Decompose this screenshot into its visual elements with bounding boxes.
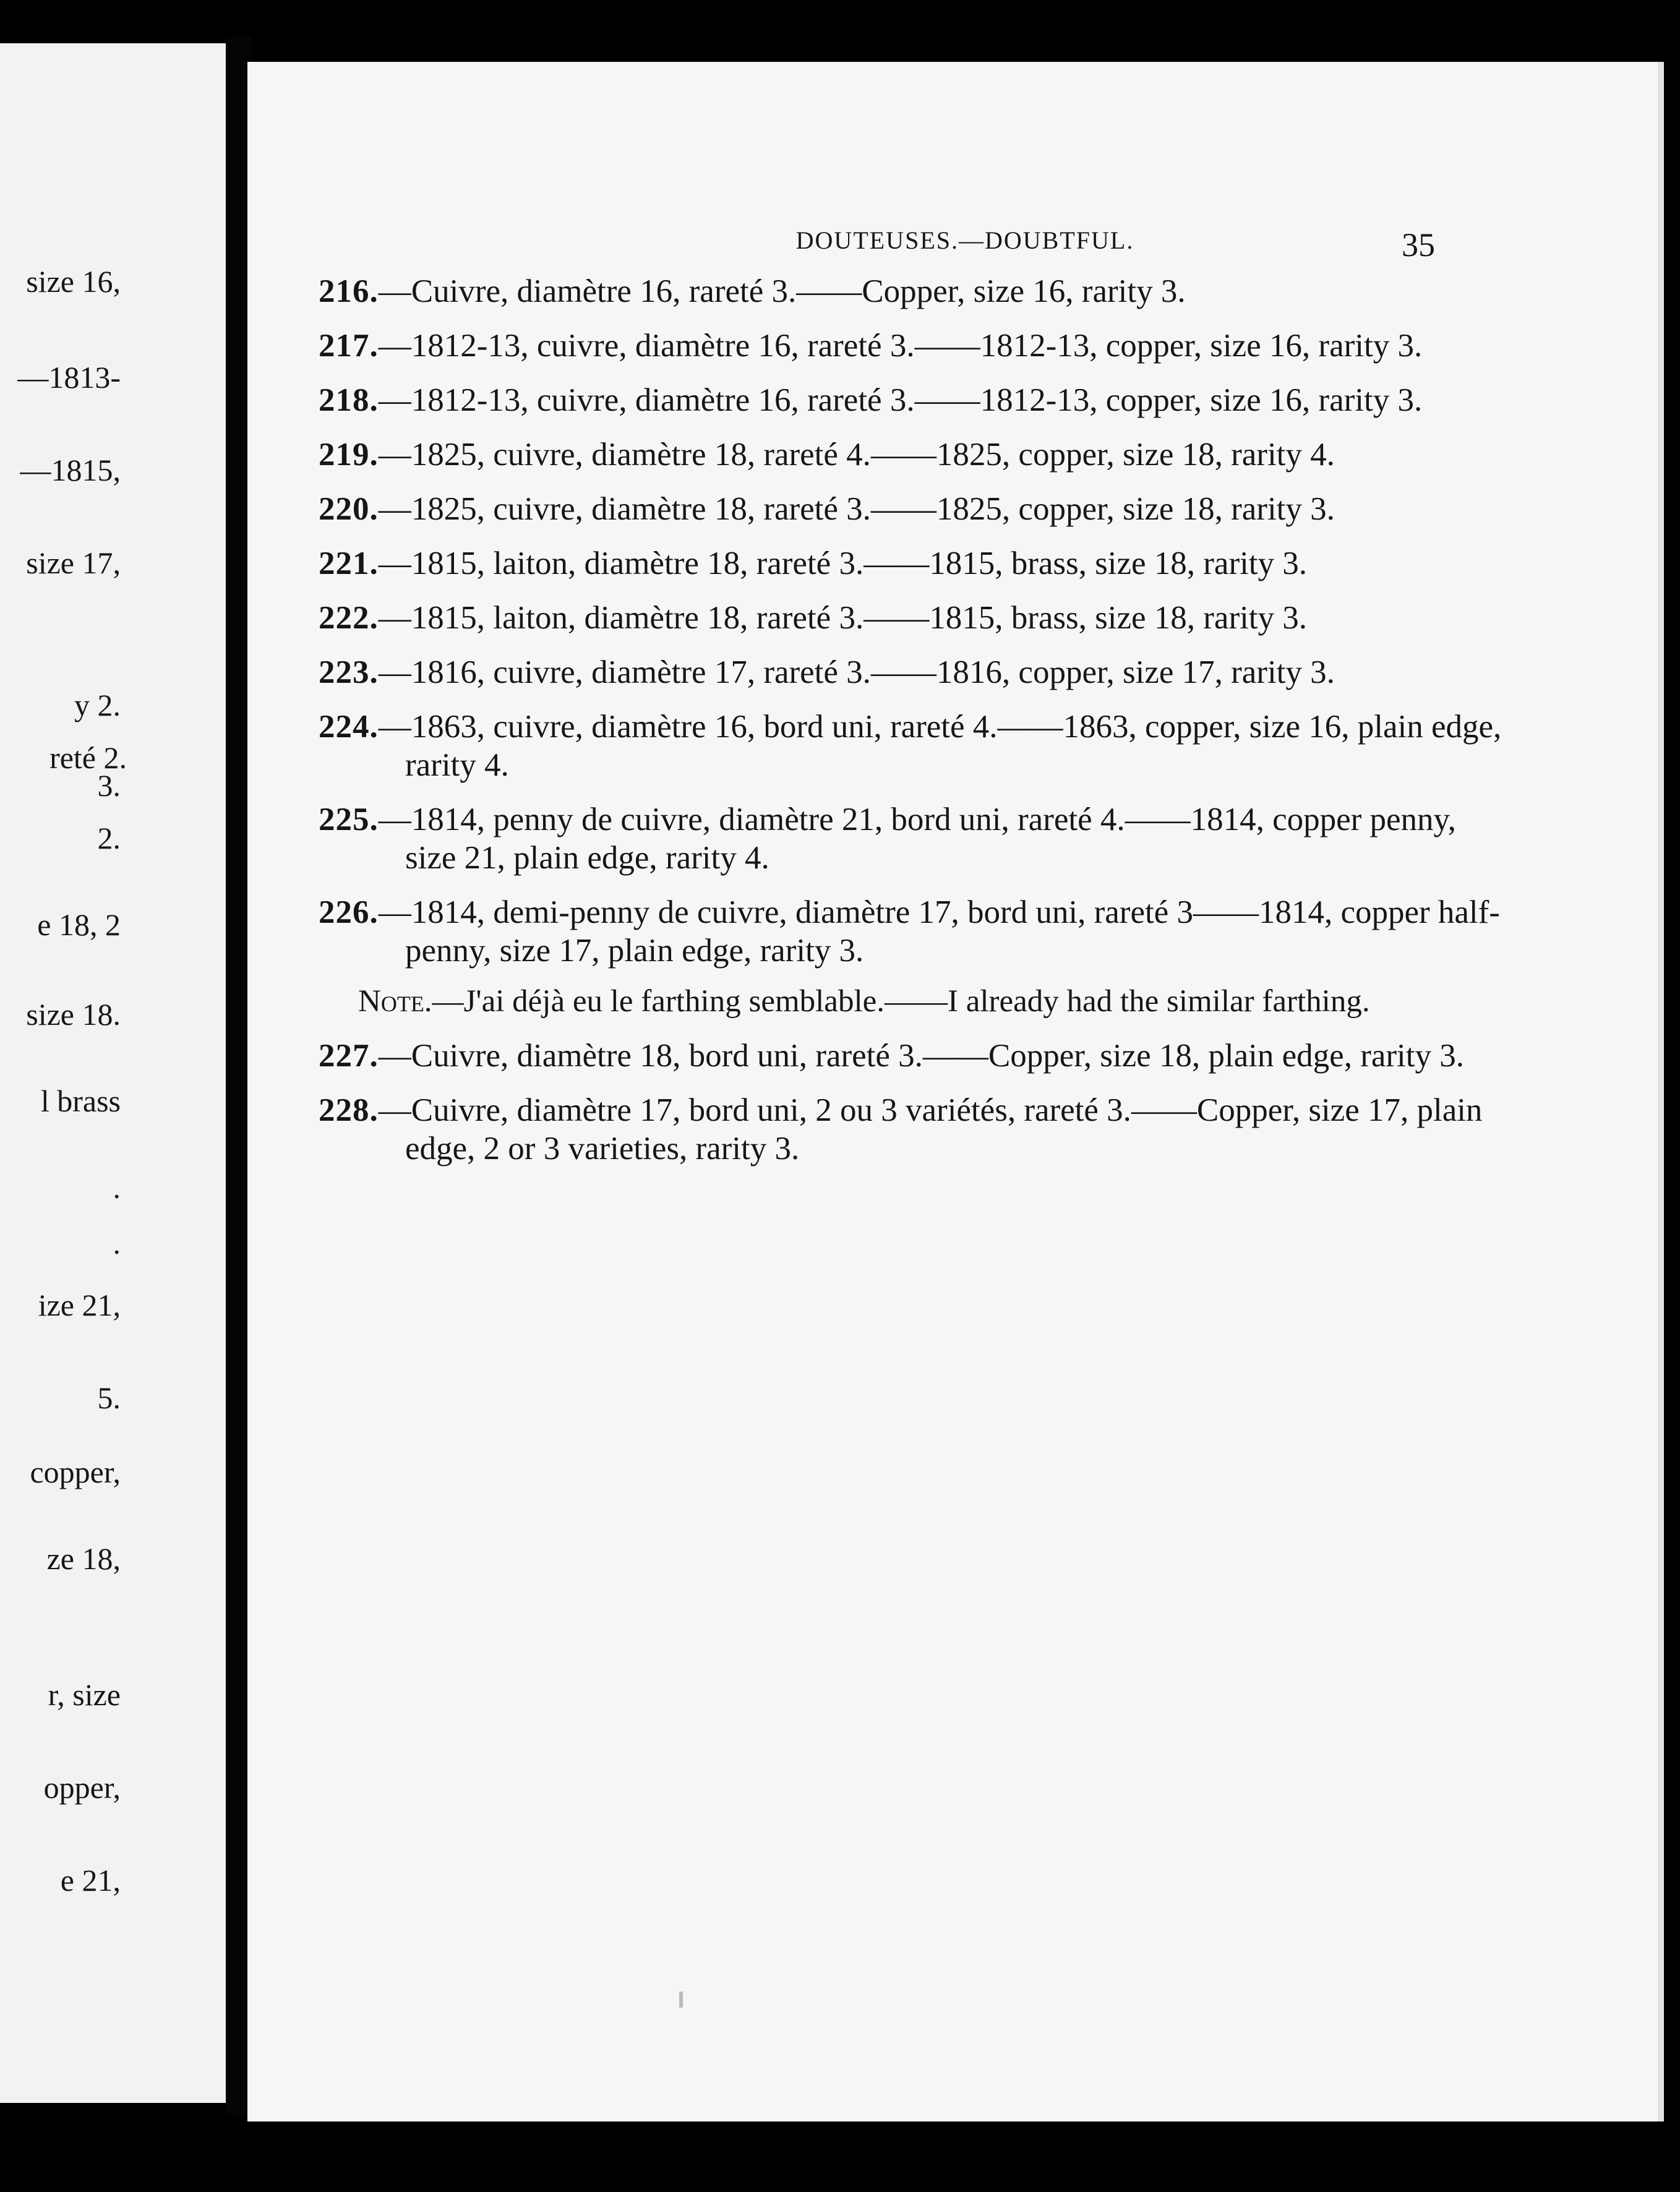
entry-text: —1812-13, cuivre, diamètre 16, rareté 3.——1812-13, copper, size 16, rarity 3. (378, 328, 1423, 364)
current-page (247, 62, 1664, 2121)
entry-number: 218. (319, 382, 379, 418)
entry-text: —Cuivre, diamètre 17, bord uni, 2 ou 3 variétés, rareté 3.——Copper, size 17, plain edge, 2 or 3 varieties, rarity 3. (378, 1092, 1483, 1167)
left-fragment-line: 5. (97, 1381, 121, 1415)
left-fragment-line: 3. (97, 768, 121, 803)
entry-text: —1815, laiton, diamètre 18, rareté 3.——1815, brass, size 18, rarity 3. (378, 600, 1308, 636)
left-fragment-line: 2. (97, 821, 121, 855)
entry-number: 221. (319, 546, 379, 581)
running-head: DOUTEUSES.—DOUBTFUL. (795, 226, 1134, 254)
catalogue-entry (319, 272, 1512, 310)
left-fragment-line: size 16, (26, 264, 121, 299)
entry-text: —1825, cuivre, diamètre 18, rareté 3.——1825, copper, size 18, rarity 3. (378, 491, 1335, 527)
entry-text: —1814, penny de cuivre, diamètre 21, bord uni, rareté 4.——1814, copper penny, size 21, plain edge, rarity 4. (378, 802, 1456, 876)
entry-number: 225. (319, 802, 379, 837)
catalogue-entry (319, 544, 1512, 583)
entry-number: 227. (319, 1038, 379, 1074)
note-paragraph (319, 982, 1512, 1021)
left-fragment-line: size 18. (26, 997, 121, 1032)
left-fragment-line: —1815, (20, 453, 121, 487)
entry-text: —1814, demi-penny de cuivre, diamètre 17, bord uni, rareté 3——1814, copper half-penny, size 17, plain edge, rarity 3. (378, 894, 1500, 969)
catalogue-entry (319, 800, 1512, 877)
catalogue-entry (319, 1091, 1512, 1168)
catalogue-entry (319, 893, 1512, 970)
left-fragment-line: y 2. (74, 688, 121, 722)
left-fragment-line: e 18, 2 (37, 907, 121, 942)
entry-number: 223. (319, 654, 379, 690)
left-fragment-line: e 21, (60, 1863, 121, 1898)
entry-text: —1815, laiton, diamètre 18, rareté 3.——1815, brass, size 18, rarity 3. (378, 546, 1308, 581)
catalogue-entry (319, 599, 1512, 637)
left-fragment-line: ize 21, (38, 1288, 121, 1322)
entry-number: 228. (319, 1092, 379, 1128)
entry-number: 224. (319, 709, 379, 745)
left-fragment-line: . (113, 1226, 121, 1261)
entry-number: 217. (319, 328, 379, 364)
entry-text: —1812-13, cuivre, diamètre 16, rareté 3.——1812-13, copper, size 16, rarity 3. (378, 382, 1423, 418)
left-fragment-line: reté 2. (49, 740, 127, 775)
catalogue-entry (319, 327, 1512, 365)
left-fragment-line: copper, (30, 1455, 121, 1489)
entry-text: —Cuivre, diamètre 18, bord uni, rareté 3.——Copper, size 18, plain edge, rarity 3. (378, 1038, 1464, 1074)
catalogue-entry (319, 1037, 1512, 1075)
catalogue-entry (319, 708, 1512, 784)
catalogue-entries (319, 272, 1512, 1184)
left-fragment-line: opper, (43, 1770, 121, 1805)
catalogue-entry (319, 490, 1512, 528)
left-fragment-line: size 17, (26, 546, 121, 580)
note-text: —J'ai déjà eu le farthing semblable.——I already had the similar farthing. (432, 984, 1370, 1019)
entry-number: 216. (319, 273, 379, 309)
left-fragment-line: l brass (40, 1084, 121, 1118)
entry-text: —1863, cuivre, diamètre 16, bord uni, rareté 4.——1863, copper, size 16, plain edge, rarity 4. (378, 709, 1502, 783)
entry-number: 219. (319, 437, 379, 473)
entry-text: —1825, cuivre, diamètre 18, rareté 4.——1825, copper, size 18, rarity 4. (378, 437, 1335, 473)
entry-text: —1816, cuivre, diamètre 17, rareté 3.——1816, copper, size 17, rarity 3. (378, 654, 1335, 690)
left-fragment-line: ze 18, (46, 1541, 121, 1576)
paper-speck (679, 1992, 683, 2008)
note-label: Note. (358, 984, 432, 1019)
page-number: 35 (1402, 226, 1435, 263)
left-fragment-line: . (113, 1170, 121, 1205)
catalogue-entry (319, 435, 1512, 474)
entry-number: 226. (319, 894, 379, 930)
entry-number: 222. (319, 600, 379, 636)
left-fragment-line: —1813- (17, 360, 121, 395)
entry-number: 220. (319, 491, 379, 527)
catalogue-entry (319, 653, 1512, 691)
previous-page-fragment (0, 43, 226, 2103)
left-fragment-line: r, size (48, 1677, 121, 1712)
catalogue-entry (319, 381, 1512, 419)
entry-text: —Cuivre, diamètre 16, rareté 3.——Copper, size 16, rarity 3. (378, 273, 1186, 309)
